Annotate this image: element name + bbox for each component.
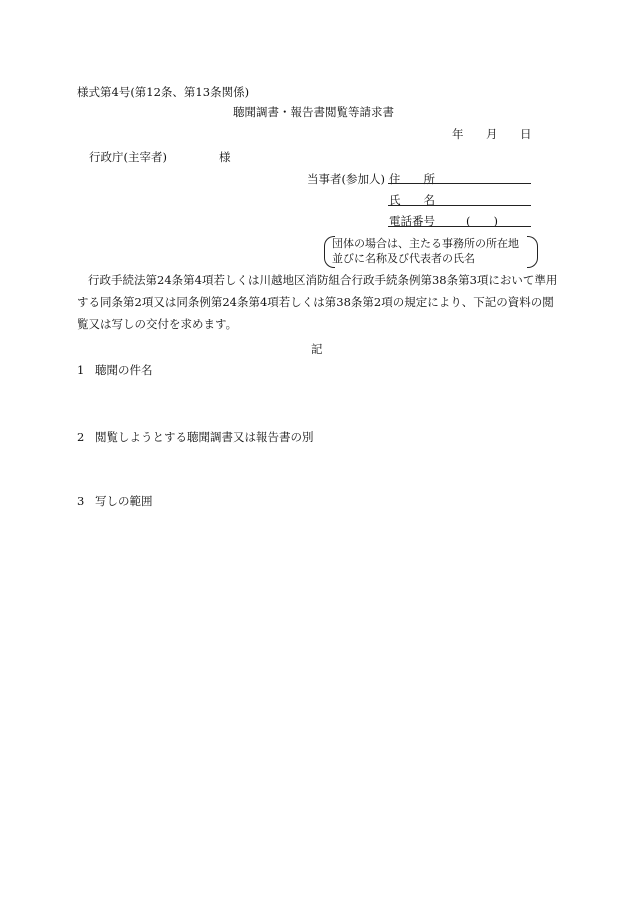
item-1-label: 聴聞の件名 [95, 363, 153, 377]
date-day-label: 日 [520, 127, 532, 141]
note-line-1: 団体の場合は、主たる事務所の所在地 [332, 237, 519, 250]
item-3-number: 3 [77, 494, 85, 508]
address-field-line [388, 183, 531, 184]
phone-parentheses: ( ) [466, 214, 498, 228]
ki-heading: 記 [311, 342, 323, 356]
request-body-text: 行政手続法第24条第4項若しくは川越地区消防組合行政手続条例第38条第3項において準用する同条第2項又は同条例第24条第4項若しくは第38条第2項の規定により、下記の資料の閲覧又は写しの交付を求めます。 [77, 273, 558, 331]
requester-label: 当事者(参加人) [307, 172, 385, 186]
address-field-label: 住 所 [389, 172, 435, 186]
addressee-honorific: 様 [219, 150, 231, 164]
document-title: 聴聞調書・報告書閲覧等請求書 [233, 105, 394, 119]
item-1-number: 1 [77, 363, 85, 377]
date-year-label: 年 [452, 127, 464, 141]
item-2-number: 2 [77, 430, 85, 444]
phone-field-label: 電話番号 [389, 214, 435, 228]
name-field-label: 氏 名 [389, 193, 435, 207]
item-2-label: 閲覧しようとする聴聞調書又は報告書の別 [95, 430, 314, 444]
addressee-label: 行政庁(主宰者) [89, 150, 167, 164]
date-month-label: 月 [486, 127, 498, 141]
note-line-2: 並びに名称及び代表者の氏名 [332, 252, 475, 265]
name-field-line [388, 205, 531, 206]
note-close-bracket [527, 236, 538, 268]
phone-field-line [388, 226, 531, 227]
item-3-label: 写しの範囲 [95, 494, 153, 508]
form-number: 様式第4号(第12条、第13条関係) [77, 85, 250, 99]
